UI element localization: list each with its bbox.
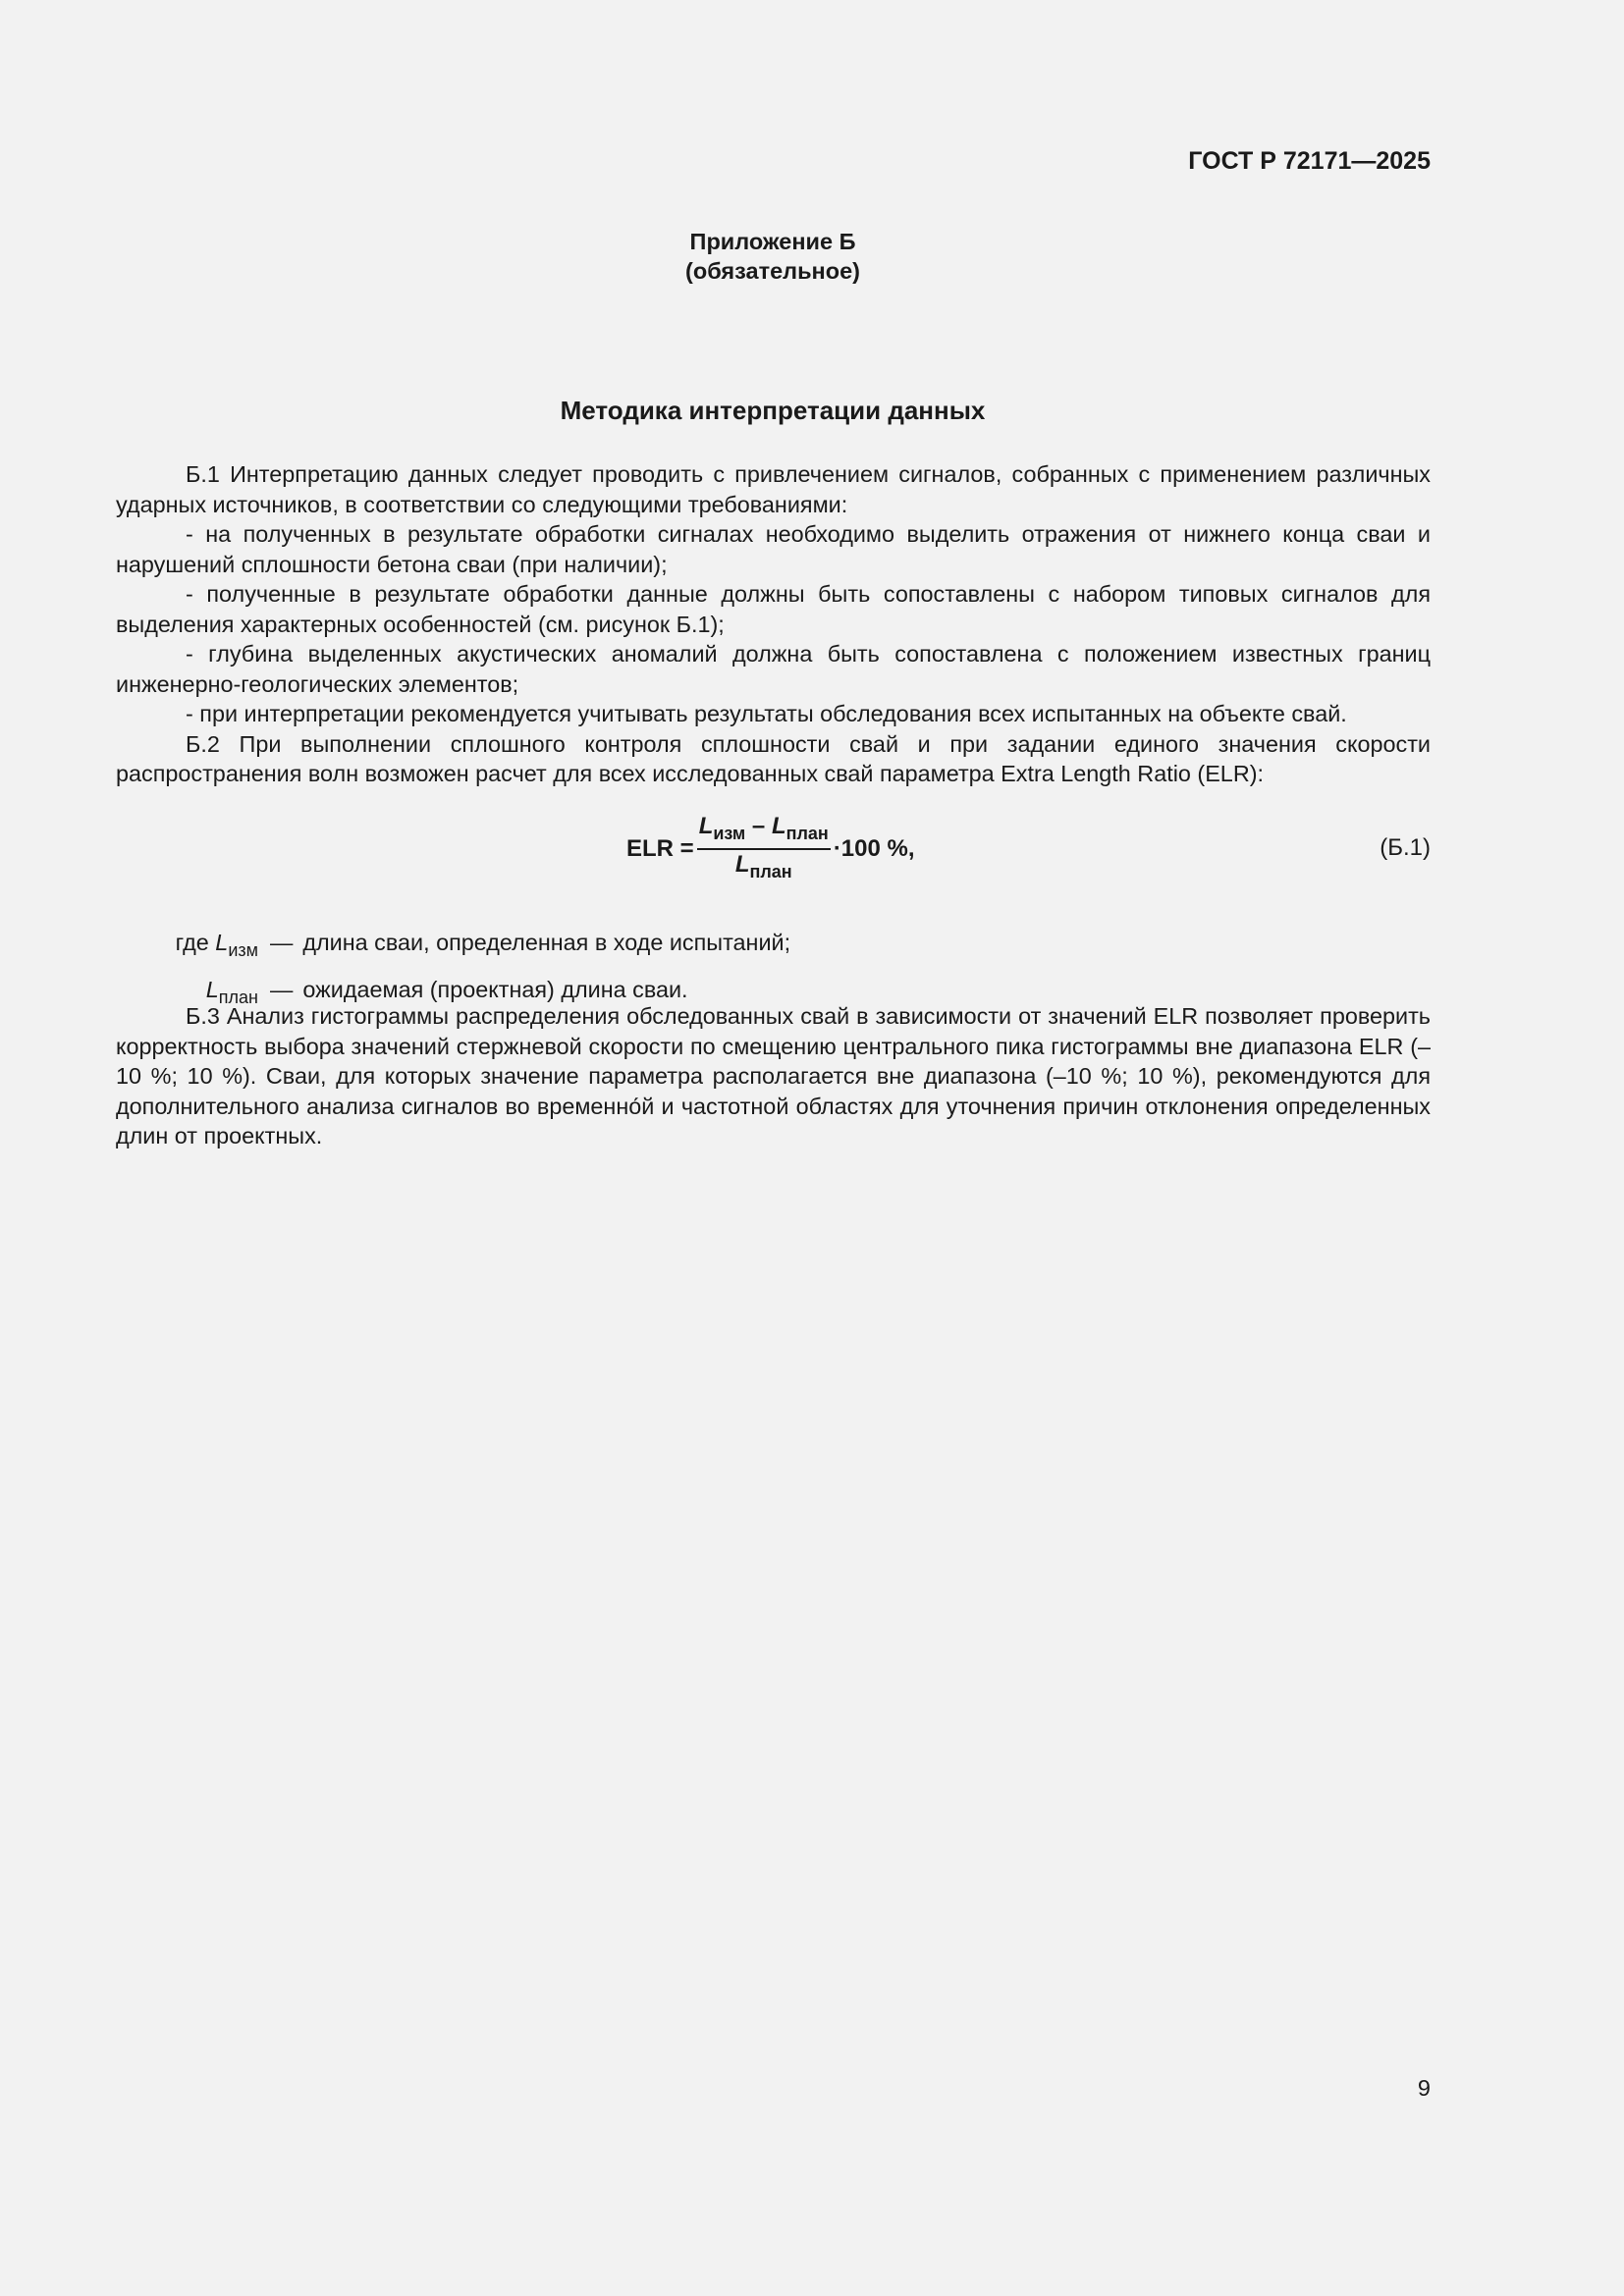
document-code: ГОСТ Р 72171—2025: [1188, 147, 1431, 175]
section-title: Методика интерпретации данных: [560, 396, 986, 425]
where-text-planned: ожидаемая (проектная) длина сваи.: [302, 977, 688, 1002]
where-row-planned: $L_{план}$ — ожидаемая (проектная) длина сваи.: [116, 970, 790, 1017]
paragraph-b3: Б.3 Анализ гистограммы распределения обследованных свай в зависимости от значений ELR позволяет проверить корректность выбора значений стержневой скорости по смещению центрального пика гистограммы вне диапазона ELR (–10 %; 10 %). Сваи, для которых значение параметра располагается вне диапазона (–10 %; 10 %), рекомендуются для дополнительного анализа сигналов во временно́й и частотной областях для уточнения причин отклонения определенных длин от проектных.: [116, 1003, 1431, 1148]
page-number: 9: [1417, 2075, 1431, 2101]
appendix-heading: [0, 227, 1545, 286]
formula-expression: [626, 815, 915, 883]
formula-numerator: $L_{изм} - L_{план}$: [697, 814, 831, 850]
formula-number: (Б.1): [1380, 834, 1431, 861]
list-item: - полученные в результате обработки данные должны быть сопоставлены с набором типовых сигналов для выделения характерных особенностей (см. рисунок Б.1);: [116, 581, 1431, 637]
body-text-upper: [116, 459, 1431, 789]
list-item: - при интерпретации рекомендуется учитывать результаты обследования всех испытанных на объекте свай.: [186, 701, 1347, 726]
list-item: - на полученных в результате обработки сигналах необходимо выделить отражения от нижнего конца сваи и нарушений сплошности бетона сваи (при наличии);: [116, 521, 1431, 577]
paragraph-b2: Б.2 При выполнении сплошного контроля сплошности свай и при задании единого значения скорости распространения волн возможен расчет для всех исследованных свай параметра Extra Length Ratio (ELR):: [116, 730, 1431, 786]
formula-fraction: [697, 814, 831, 884]
formula-tail: ·100 %,: [833, 835, 915, 862]
paragraph-b1: Б.1 Интерпретацию данных следует проводить с привлечением сигналов, собранных с применением различных ударных источников, в соответствии со следующими требованиями:: [116, 461, 1431, 517]
formula-denominator: $L_{план}$: [734, 851, 792, 881]
where-text-measured: длина сваи, определенная в ходе испытаний;: [302, 930, 791, 955]
formula-lhs: ELR =: [626, 835, 694, 862]
formula-elr: [116, 815, 1431, 883]
appendix-status: (обязательное): [685, 258, 860, 284]
list-item: - глубина выделенных акустических аномалий должна быть сопоставлена с положением известных границ инженерно-геологических элементов;: [116, 641, 1431, 697]
body-text-lower: [116, 1001, 1431, 1151]
appendix-title: Приложение Б: [689, 229, 856, 254]
where-row-measured: где $L_{изм}$ — длина сваи, определенная в ходе испытаний;: [116, 923, 790, 970]
